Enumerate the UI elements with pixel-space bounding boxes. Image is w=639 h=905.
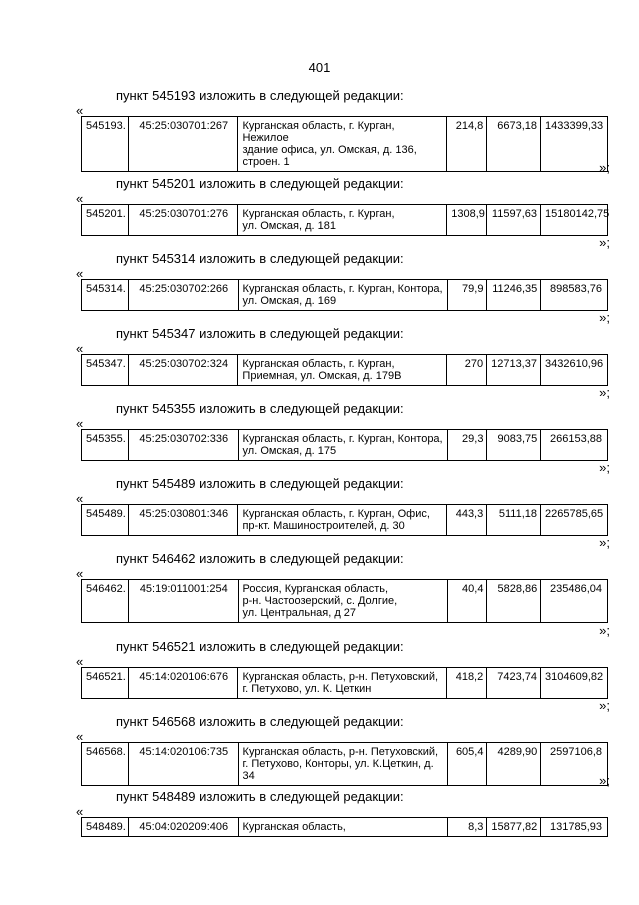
item-number-cell: 545314. — [86, 283, 126, 295]
opening-quote: « — [76, 341, 84, 356]
opening-quote: « — [76, 566, 84, 581]
address-line: Курганская область, р-н. Петуховский, — [242, 671, 439, 683]
area-cell: 418,2 — [446, 668, 486, 698]
address-cell — [238, 280, 447, 310]
address-line: пр-кт. Машиностроителей, д. 30 — [242, 520, 405, 532]
table-row — [81, 116, 608, 172]
address-cell — [238, 818, 447, 836]
opening-quote: « — [76, 491, 84, 506]
amendment-entry — [0, 789, 639, 864]
address-line: Курганская область, г. Курган, Контора, — [242, 283, 443, 295]
amendment-entry — [0, 176, 639, 251]
closing-quote: »; — [599, 160, 610, 175]
cadastral-number-cell: 45:25:030702:266 — [128, 280, 238, 310]
address-line: ул. Омская, д. 181 — [242, 220, 336, 232]
item-number-cell: 545347. — [86, 358, 126, 370]
item-number-cell: 545489. — [86, 508, 126, 520]
table-row — [81, 279, 608, 311]
table-row — [81, 579, 608, 623]
total-value-cell: 2265785,65 — [540, 505, 607, 535]
opening-quote: « — [76, 191, 84, 206]
address-line: Россия, Курганская область, — [242, 583, 389, 595]
address-line: г. Петухово, Конторы, ул. К.Цеткин, д. 34 — [242, 758, 434, 782]
total-value-cell: 131785,93 — [540, 818, 607, 836]
address-line: р-н. Частоозерский, с. Долгие, — [242, 595, 398, 607]
total-value-cell: 3104609,82 — [540, 668, 607, 698]
address-cell — [237, 505, 446, 535]
total-value-cell: 2597106,8 — [540, 743, 607, 785]
item-number-cell: 548489. — [86, 821, 126, 833]
price-cell: 5828,86 — [486, 580, 540, 622]
price-cell: 5111,18 — [486, 505, 540, 535]
opening-quote: « — [76, 266, 84, 281]
closing-quote: »; — [599, 623, 610, 638]
address-line: ул. Центральная, д 27 — [242, 607, 357, 619]
closing-quote: »; — [599, 460, 610, 475]
table-row — [81, 817, 608, 837]
address-cell — [238, 430, 447, 460]
entry-heading: пункт 545489 изложить в следующей редакции: — [116, 476, 404, 491]
address-line: ул. Омская, д. 169 — [242, 295, 337, 307]
area-cell: 605,4 — [447, 743, 487, 785]
price-cell: 4289,90 — [486, 743, 540, 785]
opening-quote: « — [76, 804, 84, 819]
table-row — [81, 504, 608, 536]
cadastral-number-cell: 45:25:030701:276 — [128, 205, 237, 235]
entry-heading: пункт 548489 изложить в следующей редакции: — [116, 789, 404, 804]
entry-heading: пункт 545201 изложить в следующей редакции: — [116, 176, 404, 191]
address-line: Курганская область, — [242, 821, 346, 833]
total-value-cell: 235486,04 — [540, 580, 607, 622]
price-cell: 12713,37 — [486, 355, 540, 385]
address-line: Курганская область, г. Курган, — [242, 208, 395, 220]
opening-quote: « — [76, 729, 84, 744]
price-cell: 6673,18 — [486, 117, 540, 171]
address-cell — [237, 668, 446, 698]
cadastral-number-cell: 45:14:020106:735 — [128, 743, 238, 785]
opening-quote: « — [76, 103, 84, 118]
closing-quote: »; — [599, 773, 610, 788]
cadastral-number-cell: 45:25:030701:267 — [128, 117, 237, 171]
item-number-cell: 545201. — [86, 208, 126, 220]
page-number: 401 — [308, 60, 331, 75]
total-value-cell: 3432610,96 — [540, 355, 607, 385]
cadastral-number-cell: 45:14:020106:676 — [128, 668, 237, 698]
total-value-cell: 1433399,33 — [540, 117, 607, 171]
area-cell: 443,3 — [446, 505, 486, 535]
cadastral-number-cell: 45:25:030702:336 — [128, 430, 238, 460]
closing-quote: »; — [599, 235, 610, 250]
closing-quote: »; — [599, 535, 610, 550]
price-cell: 7423,74 — [486, 668, 540, 698]
amendment-entry — [0, 88, 639, 176]
item-number-cell: 545193. — [86, 120, 126, 132]
opening-quote: « — [76, 654, 84, 669]
table-row — [81, 429, 608, 461]
opening-quote: « — [76, 416, 84, 431]
address-line: Курганская область, р-н. Петуховский, — [242, 746, 439, 758]
entry-heading: пункт 545193 изложить в следующей редакции: — [116, 88, 404, 103]
address-cell — [237, 205, 446, 235]
entry-heading: пункт 546568 изложить в следующей редакции: — [116, 714, 404, 729]
address-line: Курганская область, г. Курган, Офис, — [242, 508, 430, 520]
price-cell: 9083,75 — [486, 430, 540, 460]
entry-heading: пункт 545355 изложить в следующей редакции: — [116, 401, 404, 416]
amendment-entry — [0, 251, 639, 326]
address-cell — [237, 355, 446, 385]
area-cell: 79,9 — [447, 280, 487, 310]
address-line: Курганская область, г. Курган, — [242, 358, 395, 370]
entry-heading: пункт 546462 изложить в следующей редакции: — [116, 551, 404, 566]
amendment-entry — [0, 326, 639, 401]
entry-heading: пункт 545314 изложить в следующей редакции: — [116, 251, 404, 266]
table-row — [81, 204, 608, 236]
area-cell: 40,4 — [447, 580, 487, 622]
closing-quote: »; — [599, 385, 610, 400]
area-cell: 8,3 — [447, 818, 487, 836]
address-cell — [237, 117, 446, 171]
total-value-cell: 15180142,75 — [540, 205, 607, 235]
amendment-entry — [0, 476, 639, 551]
area-cell: 214,8 — [446, 117, 486, 171]
address-line: строен. 1 — [242, 156, 290, 168]
closing-quote: »; — [599, 310, 610, 325]
amendment-list — [0, 88, 639, 864]
area-cell: 270 — [446, 355, 486, 385]
price-cell: 15877,82 — [486, 818, 540, 836]
cadastral-number-cell: 45:25:030702:324 — [128, 355, 237, 385]
entry-heading: пункт 545347 изложить в следующей редакции: — [116, 326, 404, 341]
cadastral-number-cell: 45:04:020209:406 — [128, 818, 238, 836]
table-row — [81, 667, 608, 699]
item-number-cell: 546521. — [86, 671, 126, 683]
item-number-cell: 545355. — [86, 433, 126, 445]
item-number-cell: 546462. — [86, 583, 126, 595]
address-line: Курганская область, г. Курган, Нежилое — [242, 120, 395, 144]
address-line: здание офиса, ул. Омская, д. 136, — [242, 144, 417, 156]
amendment-entry — [0, 639, 639, 714]
address-line: Курганская область, г. Курган, Контора, — [242, 433, 443, 445]
table-row — [81, 742, 608, 786]
cadastral-number-cell: 45:25:030801:346 — [128, 505, 237, 535]
address-line: ул. Омская, д. 175 — [242, 445, 337, 457]
amendment-entry — [0, 714, 639, 789]
price-cell: 11246,35 — [486, 280, 540, 310]
amendment-entry — [0, 401, 639, 476]
area-cell: 1308,9 — [446, 205, 486, 235]
table-row — [81, 354, 608, 386]
address-cell — [238, 580, 447, 622]
closing-quote: »; — [599, 698, 610, 713]
address-cell — [238, 743, 447, 785]
total-value-cell: 898583,76 — [540, 280, 607, 310]
entry-heading: пункт 546521 изложить в следующей редакции: — [116, 639, 404, 654]
item-number-cell: 546568. — [86, 746, 126, 758]
cadastral-number-cell: 45:19:011001:254 — [128, 580, 238, 622]
total-value-cell: 266153,88 — [540, 430, 607, 460]
price-cell: 11597,63 — [486, 205, 540, 235]
area-cell: 29,3 — [447, 430, 487, 460]
address-line: Приемная, ул. Омская, д. 179В — [242, 370, 402, 382]
address-line: г. Петухово, ул. К. Цеткин — [242, 683, 372, 695]
amendment-entry — [0, 551, 639, 639]
